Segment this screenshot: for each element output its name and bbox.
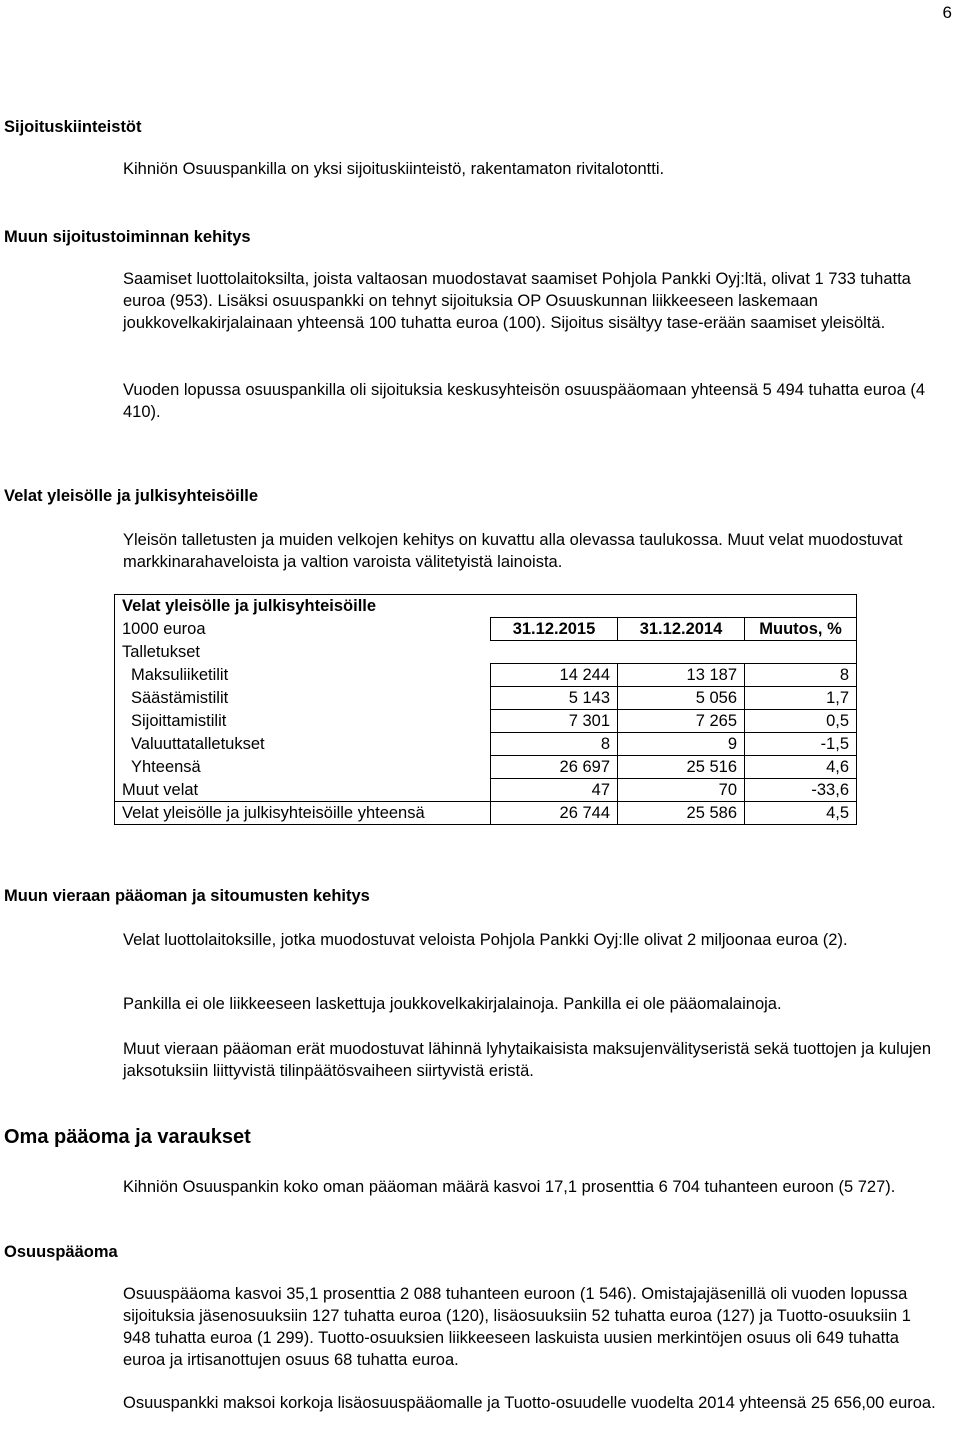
paragraph-korot: Osuuspankki maksoi korkoja lisäosuuspääomalle ja Tuotto-osuudelle vuodelta 2014 yhteensä 25 656,00 euroa. — [123, 1394, 936, 1412]
table-row — [115, 756, 857, 779]
paragraph-velat-luottolaitoksille: Velat luottolaitoksille, jotka muodostuvat veloista Pohjola Pankki Oyj:lle olivat 2 miljoonaa euroa (2). — [123, 931, 848, 949]
paragraph-oma-paaoma: Kihniön Osuuspankin koko oman pääoman määrä kasvoi 17,1 prosenttia 6 704 tuhanteen euroon (5 727). — [123, 1178, 896, 1196]
table-title: Velat yleisölle ja julkisyhteisöille — [115, 595, 857, 618]
side-label-osuuspaaoma: Osuuspääoma — [4, 1243, 118, 1261]
cell-2014: 25 516 — [618, 756, 745, 779]
heading-muun-sijoitustoiminnan: Muun sijoitustoiminnan kehitys — [4, 228, 251, 246]
row-label: Velat yleisölle ja julkisyhteisöille yhteensä — [115, 802, 491, 825]
paragraph-muut-vieraan: Muut vieraan pääoman erät muodostuvat lähinnä lyhytaikaisista maksujenvälityseristä sekä tuottojen ja kulujen jaksotuksiin liittyvistä tilinpäätösvaiheen siirtyvistä eristä. — [123, 1040, 932, 1080]
cell-change: 8 — [745, 664, 857, 687]
table-unit: 1000 euroa — [115, 618, 491, 641]
paragraph-velat: Yleisön talletusten ja muiden velkojen kehitys on kuvattu alla olevassa taulukossa. Muut velat muodostuvat markkinarahaveloista ja valtion varoista välitetyistä lainoista. — [123, 531, 903, 571]
row-label: Säästämistilit — [115, 687, 491, 710]
table-row — [115, 687, 857, 710]
heading-oma-paaoma: Oma pääoma ja varaukset — [4, 1126, 251, 1148]
cell-2014: 7 265 — [618, 710, 745, 733]
cell-change: 0,5 — [745, 710, 857, 733]
row-label: Maksuliiketilit — [115, 664, 491, 687]
cell-2015: 26 744 — [491, 802, 618, 825]
row-label: Valuuttatalletukset — [115, 733, 491, 756]
cell-2015: 5 143 — [491, 687, 618, 710]
cell-2015: 8 — [491, 733, 618, 756]
table-row — [115, 779, 857, 802]
paragraph-sijoituskiinteistot: Kihniön Osuuspankilla on yksi sijoituskiinteistö, rakentamaton rivitalotontti. — [123, 160, 665, 178]
cell-2014: 5 056 — [618, 687, 745, 710]
heading-sijoituskiinteistot: Sijoituskiinteistöt — [4, 118, 142, 136]
col-header-change: Muutos, % — [745, 618, 857, 641]
paragraph-osuuspaaoma-sijoitukset: Vuoden lopussa osuuspankilla oli sijoituksia keskusyhteisön osuuspääomaan yhteensä 5 494 tuhatta euroa (4 410). — [123, 381, 925, 421]
page-number: 6 — [942, 3, 952, 22]
paragraph-joukkovelkakirjat: Pankilla ei ole liikkeeseen laskettuja joukkovelkakirjalainoja. Pankilla ei ole pääomalainoja. — [123, 995, 782, 1013]
table-row — [115, 733, 857, 756]
cell-change: 4,5 — [745, 802, 857, 825]
heading-muun-vieraan-paaoman: Muun vieraan pääoman ja sitoumusten kehitys — [4, 887, 370, 905]
cell-2015: 47 — [491, 779, 618, 802]
cell-2014: 13 187 — [618, 664, 745, 687]
cell-2015: 26 697 — [491, 756, 618, 779]
row-label: Yhteensä — [115, 756, 491, 779]
cell-2015: 14 244 — [491, 664, 618, 687]
row-label: Sijoittamistilit — [115, 710, 491, 733]
table-row — [115, 664, 857, 687]
table-row — [115, 710, 857, 733]
cell-change: -33,6 — [745, 779, 857, 802]
col-header-2015: 31.12.2015 — [491, 618, 618, 641]
paragraph-osuuspaaoma: Osuuspääoma kasvoi 35,1 prosenttia 2 088 tuhanteen euroon (1 546). Omistajajäsenillä oli vuoden lopussa sijoituksia jäsenosuuksiin 127 tuhatta euroa (120), lisäosuuksiin 52 tuhatta euroa (127) ja Tuotto-osuuksiin 1 948 tuhatta euroa (1 299). Tuotto-osuuksien liikkeeseen laskuista uusien merkintöjen osuus oli 649 tuhatta euroa ja irtisanottujen osuus 68 tuhatta euroa. — [123, 1285, 911, 1369]
cell-2014: 70 — [618, 779, 745, 802]
cell-change: 4,6 — [745, 756, 857, 779]
cell-change: -1,5 — [745, 733, 857, 756]
group-label-talletukset: Talletukset — [115, 641, 491, 664]
col-header-2014: 31.12.2014 — [618, 618, 745, 641]
row-label: Muut velat — [115, 779, 491, 802]
heading-velat-yleisolle: Velat yleisölle ja julkisyhteisöille — [4, 487, 259, 505]
velat-table — [114, 594, 857, 825]
cell-change: 1,7 — [745, 687, 857, 710]
paragraph-saamiset: Saamiset luottolaitoksilta, joista valtaosan muodostavat saamiset Pohjola Pankki Oyj:ltä, olivat 1 733 tuhatta euroa (953). Lisäksi osuuspankki on tehnyt sijoituksia OP Osuuskunnan liikkeeseen laskemaan joukkovelkakirjalainaan yhteensä 100 tuhatta euroa (100). Sijoitus sisältyy tase-erään saamiset yleisöltä. — [123, 270, 911, 332]
table-row — [115, 802, 857, 825]
cell-2014: 9 — [618, 733, 745, 756]
cell-2014: 25 586 — [618, 802, 745, 825]
cell-2015: 7 301 — [491, 710, 618, 733]
